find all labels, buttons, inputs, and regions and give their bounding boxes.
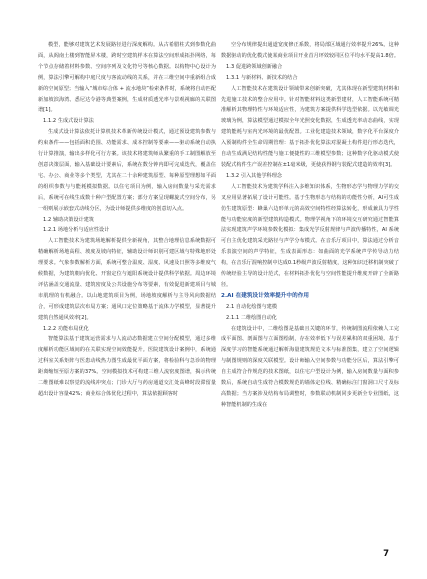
page-number: 7 bbox=[383, 549, 389, 559]
paragraph: 人工智能技术为建筑学科注入多维知识体系，生物形态学与物理力学的交叉应用显著拓展了设计可能性。基于生物形态与结构的功能性分析，AI可生成仿生建筑原型：蜂巢六边形单元的高效空间特性经算法转化，形成兼具力学性能与功能密度的新型建筑构造模式。物理学视角下的环境交互研究通过智能算法实现建筑声学环境参数化模拟：集成光学反射规律与声波传播特性，AI 系统可自主优化建筑采光路径与声学分布模式。在音乐厅项目中，算法通过分析音乐表演空间的声学特征，生成表面形态：如曲面的光学系统声学传导动力结构，在音乐厅混响控制中达成0.1秒级声波反射精度，这种知识迁移机制突破了传统经验主导的设计范式，在材料拓扑优化与空间性能提升维度开辟了全新路径。 bbox=[221, 183, 399, 288]
subsection-heading-1-3-1: 1.3.1 与新材料、新技术的结合 bbox=[226, 74, 298, 81]
left-column bbox=[38, 40, 216, 400]
section-heading-1-2: 1.2 辅助决策设计建筑 bbox=[43, 216, 95, 223]
subsection-heading-1-3-2: 1.3.2 引入其他学科理念 bbox=[226, 172, 283, 179]
right-column bbox=[221, 40, 399, 411]
paragraph: 人工智能技术为建筑场地解析提供全新视角，其整合地理信息系统数据可精确解析场地高程、坡度及坡向特征，辅助设计师识别可建区域与特殊地形处理要求。气象参数解析方面，系统可整合温度、湿度、风速及日照等多维度气候数据，为建筑朝向优化、开窗定位与遮阳系统设计提供科学依据。周边环境评估涵盖交通流量、建筑密度及公共设施分布等要素，有效促进新建项目与城市肌理的有机融合。以山地建筑项目为例，场地坡度解析与主导风向数据结合，可形成建筑层次布局方案；通风口定位策略基于流体力学模型，显著提升建筑自然通风效率[2]。 bbox=[38, 238, 216, 321]
section-heading-2-1: 2.1 自动化绘图与建模 bbox=[226, 303, 278, 310]
paragraph: 生成式设计算法依托计算机技术革新传统设计模式，通过预设建筑参数与约束条件——包括面积范围、功能需求、成本控制等要素——驱动系统自动执行计算推演，输出多样化可行方案。该技术将建筑师从繁重的手工制图解放至创意决策层面，输入基础设计要素后，系统在数分钟内即可完成迭代，覆盖住宅、办公、商业等多个类型，尤其在二十余种建筑原型、每种原型理想如平面的组织参数与与能耗模拟数据。以住宅项目为例，输入房间数量与采光需求后，系统可在线生成数十种户型配置方案；部分方案呈现螺旋式空间分布，另一组则展示嵌套式动线分区，为设计师提供多维度的创意切入点。 bbox=[38, 129, 216, 212]
paragraph: 人工智能技术在建筑设计领域带来创新突破，尤其体现在新型建筑材料和先进施工技术的整合应用中。针对智能材料这类新型建材，人工智能系统可精准解析其物理特性与环境适应性，为建筑方案提供科学选型依据。以光敏调光玻璃为例，算法模型通过模拟全年光照变化数据，生成透光率动态曲线，实现建筑能耗与室内光环境的最优配置。工业化建造技术领域，数字化平台深度介入预制构件全生命周期管理：基于拓扑优化算法对混凝土构件进行形态迭代，自动生成满足结构性能与施工便捷性的三维模型参数；这种数字化驱动模式使装配式构件生产误差控制在±1毫米级，更使获得钢与装配式建造的效率[3]。 bbox=[221, 85, 399, 168]
paragraph: 空分布规律提出通道宽度修正系数，将局部区域通行效率提升26%。这种数据驱动的优化模式使某商业项目开业首月坪效较同区位平均水平提高1.8倍。 bbox=[221, 42, 399, 59]
section-heading-1-3: 1.3 促进跨领域创新融合 bbox=[226, 63, 283, 70]
section-title-2: 2.AI 在建筑设计效率提升中的作用 bbox=[221, 292, 309, 299]
subsection-heading-2-1-1: 2.1.1 二维绘图自动化 bbox=[226, 314, 277, 321]
subsection-heading-1-2-2: 1.2.2 功能布局优化 bbox=[43, 325, 89, 332]
paragraph: 模型，能够对建筑艺术发展路径进行深度解构。从古希腊柱式到参数化曲面，从阁南土楼到智能屏木楼，跨时空建筑样本在算法空间形成拓扑网络，每个节点存储着材料参数、空间序列及文化符号等核心数据。以构物中心设计为例，算法引擎可解构中庭尺度与客流动线的关系，并在三维空间中重新组合成新的空间原型；当输入“城市综合体 + 流水地块”检索条件时，系统将自动匹配新加坡滨海湾、悉尼达令港等典型案例，生成材质透光率与景观视廊的关联图谱[1]。 bbox=[38, 42, 216, 114]
subsection-heading-1-2-1: 1.2.1 场地分析与适应性设计 bbox=[43, 227, 110, 234]
paragraph: 智能算法基于建筑运营需求与人流动态数据建立空间分配模型，通过多维度解析功能区域间的在关联实现空间效能提升。医院建筑设计案例中，系统通过科室关系矩阵与医患动线热力图生成最优平面方案，将检验科与急诊的物理距离缩短至原方案的37%。空间模拟技术可构建三维人流密度图谱，揭示传统二维图纸难以察觉的流线冲突点；门诊大厅与药房通道交汇处高峰时段滞留量超出设计容量42%；商业综合体优化过程中，算法依据顾客时 bbox=[38, 336, 216, 397]
paragraph: 在建筑设计中，二维绘图是基础且关键的环节，传统制图流程依赖人工完成平面图、剖面图与立面图绘制，存在效率低下与误差累积的双重困境。基于深度学习的智能系统通过解析海量建筑规范文本与标准图集，建立了空间逻辑与制图规则的深度关联模型。设计师输入空间参数与功能分区后，算法引擎可自主成符合作规范的技术图纸，以住宅户型设计为例，输入房间数量与面积参数后，系统自动生成符合模数规范的墙体定位线、精确标注门窗洞口尺寸及标高数据；当方案涉及结构布局调整时，参数联动机制同步更新全专业图纸，这种智能机制的生成在 bbox=[221, 325, 399, 408]
subsection-heading-1-1-2: 1.1.2 生成式设计算法 bbox=[43, 118, 94, 125]
